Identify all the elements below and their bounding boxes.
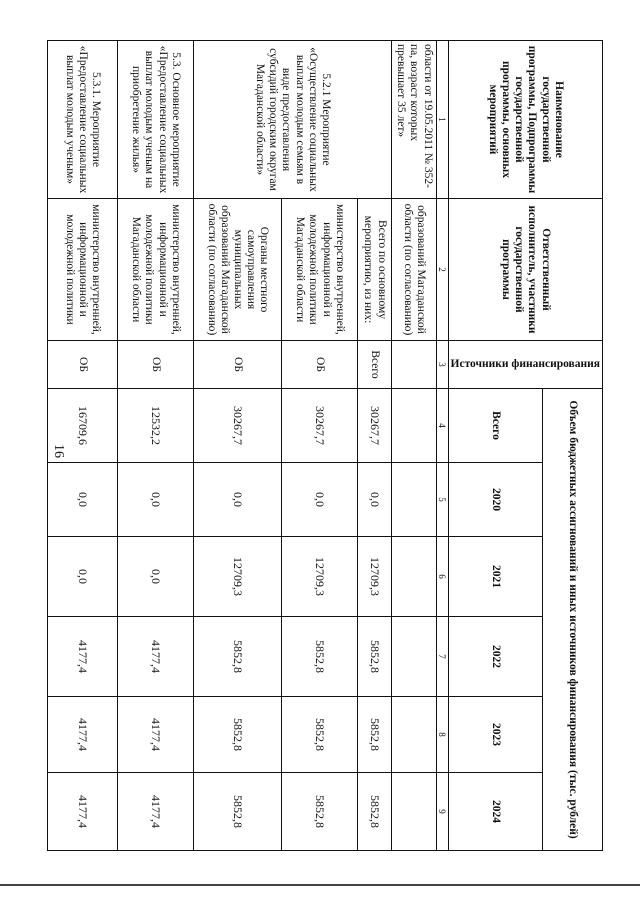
row-name: 5.2.1 Мероприятие «Осуществление социальных выплат молодым семьям в виде предоставления субсидий городским округам Магаданской области»: [193, 41, 391, 199]
row-value: 0,0: [281, 463, 357, 537]
row-value: 5852,8: [357, 617, 391, 697]
table-row: [47, 41, 117, 851]
budget-table: [47, 40, 603, 851]
row-total: 30267,7: [193, 389, 281, 463]
row-value: [391, 773, 436, 851]
column-number: 8: [436, 697, 448, 773]
row-value: [391, 537, 436, 617]
header-source-text: Источники финансирования: [450, 357, 600, 370]
row-executor: Органы местного самоуправления муниципальных образований Магаданской области (по согласованию): [193, 199, 281, 341]
row-value: [391, 463, 436, 537]
row-executor: министерство внутренней, информационной и молодежной политики Магаданской области: [117, 199, 193, 341]
table-row: [117, 41, 193, 851]
row-total: 16709,6: [47, 389, 117, 463]
row-value: 0,0: [193, 463, 281, 537]
row-value: 12709,3: [281, 537, 357, 617]
row-value: 0,0: [47, 537, 117, 617]
row-total: 30267,7: [357, 389, 391, 463]
row-value: 0,0: [47, 463, 117, 537]
column-number: 4: [436, 389, 448, 463]
row-source: ОБ: [281, 341, 357, 389]
row-value: 4177,4: [117, 773, 193, 851]
row-value: 5852,8: [193, 617, 281, 697]
page-number: 16: [51, 444, 66, 458]
row-name: 5.3.1. Мероприятие «Предоставление социальных выплат молодым ученым»: [47, 41, 117, 199]
row-value: 5852,8: [281, 617, 357, 697]
column-number: 6: [436, 537, 448, 617]
row-value: 4177,4: [47, 773, 117, 851]
rotated-table-container: [63, 40, 603, 850]
row-source: ОБ: [193, 341, 281, 389]
row-value: 4177,4: [117, 617, 193, 697]
row-value: 4177,4: [47, 697, 117, 773]
header-year: 2023: [448, 697, 543, 773]
row-value: 5852,8: [193, 773, 281, 851]
header-name: Наименование государственной программы, Подпрограммы государственной программы, основных мероприятий: [448, 41, 602, 199]
header-year: 2020: [448, 463, 543, 537]
bottom-rule: [0, 884, 640, 886]
column-number: 5: [436, 463, 448, 537]
row-name: области от 19.05.2011 № 352-па, возраст которых превышает 35 лет»: [391, 41, 436, 199]
row-name: 5.3. Основное мероприятие «Предоставление социальных выплат молодым ученым на приобретение жилья»: [117, 41, 193, 199]
row-value: 4177,4: [117, 697, 193, 773]
row-executor: Всего по основному мероприятию, из них:: [357, 199, 391, 341]
row-executor: образований Магаданской области (по согласованию): [391, 199, 436, 341]
row-executor: министерство внутренней, информационной и молодежной политики Магаданской области: [281, 199, 357, 341]
row-value: 12709,3: [357, 537, 391, 617]
row-value: 5852,8: [281, 773, 357, 851]
row-source: [391, 341, 436, 389]
header-row-1: [543, 41, 603, 851]
header-total: Всего: [448, 389, 543, 463]
row-executor: министерство внутренней, информационной и молодежной политики: [47, 199, 117, 341]
row-source: ОБ: [117, 341, 193, 389]
row-source: Всего: [357, 341, 391, 389]
header-year: 2021: [448, 537, 543, 617]
column-number: 3: [436, 341, 448, 389]
table-row: [357, 41, 391, 851]
table-row: [391, 41, 436, 851]
column-number: 7: [436, 617, 448, 697]
row-value: [391, 697, 436, 773]
header-year: 2022: [448, 617, 543, 697]
row-value: 5852,8: [281, 697, 357, 773]
column-number: 1: [436, 41, 448, 199]
row-value: 5852,8: [193, 697, 281, 773]
column-number-row: [436, 41, 448, 851]
row-total: [391, 389, 436, 463]
row-total: 30267,7: [281, 389, 357, 463]
column-number: 2: [436, 199, 448, 341]
header-funding: Объем бюджетных ассигнований и иных источников финансирования (тыс. рублей): [543, 389, 603, 851]
row-value: 5852,8: [357, 773, 391, 851]
row-value: 5852,8: [357, 697, 391, 773]
row-value: 0,0: [117, 537, 193, 617]
column-number: 9: [436, 773, 448, 851]
row-value: 0,0: [117, 463, 193, 537]
row-value: 4177,4: [47, 617, 117, 697]
row-source: ОБ: [47, 341, 117, 389]
row-total: 12532,2: [117, 389, 193, 463]
header-source: [448, 341, 602, 389]
header-executor: Ответственный исполнитель, участники государственной программы: [448, 199, 602, 341]
row-value: 12709,3: [193, 537, 281, 617]
row-value: [391, 617, 436, 697]
row-value: 0,0: [357, 463, 391, 537]
header-year: 2024: [448, 773, 543, 851]
